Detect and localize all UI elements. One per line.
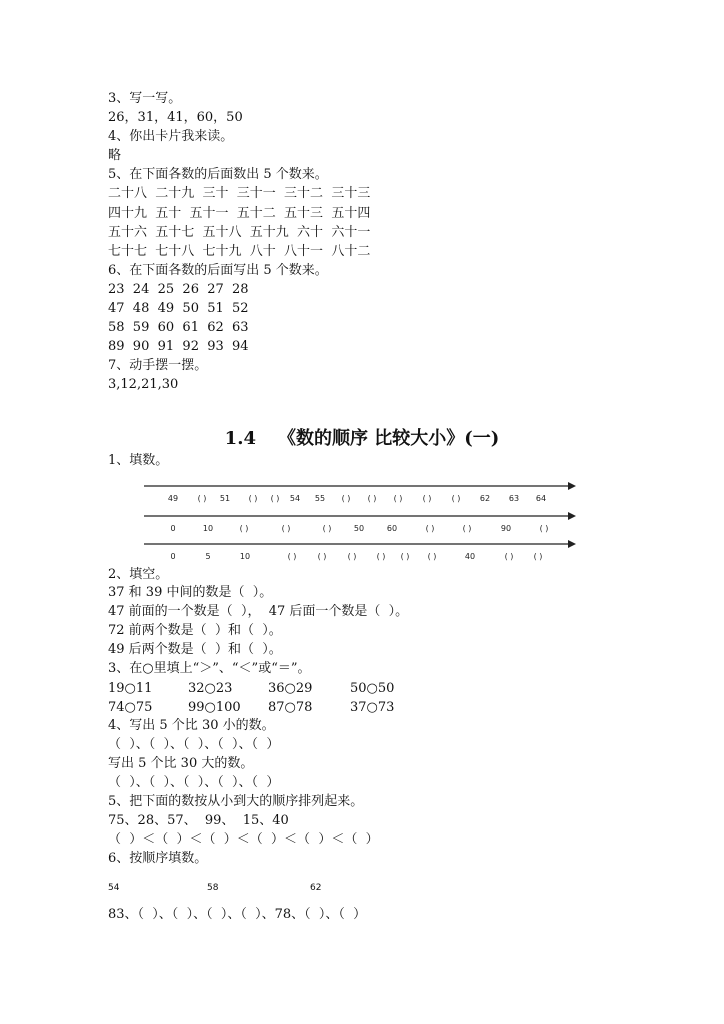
q5-numbers: 75、28、57、 99、 15、40 xyxy=(108,813,289,828)
number-line-blank: ( ) xyxy=(376,552,386,561)
answer-q6-row: 47 48 49 50 51 52 xyxy=(108,301,249,316)
number-line-blank: ( ) xyxy=(239,524,249,533)
answer-q7: 3,12,21,30 xyxy=(108,377,179,392)
number-line-blank: ( ) xyxy=(281,524,291,533)
number-line-label: 49 xyxy=(167,494,179,503)
number-line-label: 63 xyxy=(508,494,520,503)
answer-q6-title: 6、在下面各数的后面写出 5 个数来。 xyxy=(108,263,328,278)
number-lines-figure xyxy=(140,476,580,566)
answer-q4-title: 4、你出卡片我来读。 xyxy=(108,129,234,144)
number-line-blank: ( ) xyxy=(533,552,543,561)
section-title xyxy=(0,424,724,450)
number-line-label: 55 xyxy=(314,494,326,503)
number-line-blank: ( ) xyxy=(504,552,514,561)
exercise-q6-title: 6、按顺序填数。 xyxy=(108,851,208,866)
number-line-blank: ( ) xyxy=(248,494,258,503)
q4-blanks-greater: （ ）、（ ）、（ ）、（ ）、（ ） xyxy=(108,775,280,790)
exercise-q1-title: 1、填数。 xyxy=(108,453,169,468)
number-line-blank: ( ) xyxy=(270,494,280,503)
number-line-blank: ( ) xyxy=(425,524,435,533)
compare-item: 99○100 xyxy=(188,700,241,715)
compare-item: 36○29 xyxy=(268,681,313,696)
answer-q5-row: 七十七 七十八 七十九 八十 八十一 八十二 xyxy=(108,244,371,259)
number-line-2 xyxy=(144,512,576,520)
number-line-blank: ( ) xyxy=(422,494,432,503)
number-line-label: 10 xyxy=(239,552,251,561)
exercise-q4-title: 4、写出 5 个比 30 小的数。 xyxy=(108,718,275,733)
number-line-blank: ( ) xyxy=(539,524,549,533)
number-line-blank: ( ) xyxy=(393,494,403,503)
number-line-label: 5 xyxy=(205,552,211,561)
q2-line: 37 和 39 中间的数是（ ）。 xyxy=(108,585,273,600)
number-line-blank: ( ) xyxy=(317,552,327,561)
number-line-label: 62 xyxy=(479,494,491,503)
number-line-label: 51 xyxy=(219,494,231,503)
answer-q5-title: 5、在下面各数的后面数出 5 个数来。 xyxy=(108,167,328,182)
section-number: 1.4 xyxy=(224,428,256,449)
number-line-label: 90 xyxy=(500,524,512,533)
answer-q3-title: 3、写一写。 xyxy=(108,91,182,106)
number-line-label: 64 xyxy=(535,494,547,503)
number-line-label: 0 xyxy=(170,552,176,561)
number-line-label: 54 xyxy=(289,494,301,503)
q2-line: 49 后两个数是（ ）和（ ）。 xyxy=(108,642,282,657)
q5-blanks: （ ）＜（ ）＜（ ）＜（ ）＜（ ）＜（ ） xyxy=(108,832,379,847)
compare-item: 74○75 xyxy=(108,700,153,715)
answer-q6-row: 89 90 91 92 93 94 xyxy=(108,339,249,354)
number-line-label: 40 xyxy=(464,552,476,561)
answer-q5-row: 五十六 五十七 五十八 五十九 六十 六十一 xyxy=(108,225,371,240)
number-line-3 xyxy=(144,540,576,548)
q6-small-number: 54 xyxy=(108,883,120,893)
exercise-q3-title: 3、在○里填上“＞”、“＜”或“＝”。 xyxy=(108,661,311,676)
q6-small-number: 62 xyxy=(310,883,322,893)
q6-sequence: 83、（ ）、（ ）、（ ）、（ ）、78、（ ）、（ ） xyxy=(108,907,367,922)
answer-q3: 26，31，41，60，50 xyxy=(108,110,243,125)
number-line-blank: ( ) xyxy=(451,494,461,503)
compare-item: 19○11 xyxy=(108,681,153,696)
number-line-label: 0 xyxy=(170,524,176,533)
q4-blanks-less: （ ）、（ ）、（ ）、（ ）、（ ） xyxy=(108,737,280,752)
answer-q7-title: 7、动手摆一摆。 xyxy=(108,358,208,373)
section-heading: 《数的顺序 比较大小》(一) xyxy=(278,428,500,449)
number-line-label: 10 xyxy=(202,524,214,533)
number-line-blank: ( ) xyxy=(341,494,351,503)
answer-q5-row: 二十八 二十九 三十 三十一 三十二 三十三 xyxy=(108,186,371,201)
compare-item: 50○50 xyxy=(350,681,395,696)
number-line-label: 60 xyxy=(386,524,398,533)
q2-line: 47 前面的一个数是（ ）， 47 后面一个数是（ ）。 xyxy=(108,604,409,619)
number-line-blank: ( ) xyxy=(400,552,410,561)
number-line-blank: ( ) xyxy=(287,552,297,561)
number-line-1 xyxy=(144,482,576,490)
number-line-blank: ( ) xyxy=(462,524,472,533)
answer-q6-row: 58 59 60 61 62 63 xyxy=(108,320,249,335)
q4-subtitle: 写出 5 个比 30 大的数。 xyxy=(108,756,254,771)
number-line-blank: ( ) xyxy=(367,494,377,503)
number-line-label: 50 xyxy=(353,524,365,533)
compare-item: 87○78 xyxy=(268,700,313,715)
answer-q4: 略 xyxy=(108,148,122,163)
compare-item: 37○73 xyxy=(350,700,395,715)
exercise-q2-title: 2、填空。 xyxy=(108,567,169,582)
compare-item: 32○23 xyxy=(188,681,233,696)
q2-line: 72 前两个数是（ ）和（ ）。 xyxy=(108,623,282,638)
number-line-blank: ( ) xyxy=(197,494,207,503)
answer-q6-row: 23 24 25 26 27 28 xyxy=(108,282,249,297)
number-line-blank: ( ) xyxy=(322,524,332,533)
answer-q5-row: 四十九 五十 五十一 五十二 五十三 五十四 xyxy=(108,206,371,221)
q6-small-number: 58 xyxy=(207,883,219,893)
number-line-blank: ( ) xyxy=(347,552,357,561)
number-line-blank: ( ) xyxy=(427,552,437,561)
exercise-q5-title: 5、把下面的数按从小到大的顺序排列起来。 xyxy=(108,794,364,809)
